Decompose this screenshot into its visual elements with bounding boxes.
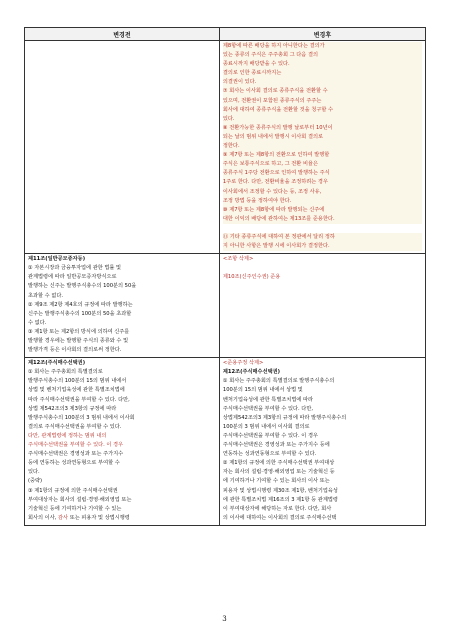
text-line <box>223 264 422 273</box>
text-line: 에 기여하거나 기여할 수 있는 회사의 이사 또는 <box>222 478 330 485</box>
text-line: 주식매수선택권은 경영성과 또는 주가지수 등에 <box>222 442 330 449</box>
text-line: 있다. <box>28 469 40 476</box>
text-line: 따라 주식매수선택권을 부여할 수 있다. 다만, <box>28 396 130 403</box>
text-line: 100분의 15의 범위 내에서 상법 및 <box>222 387 303 394</box>
text-line: ⑦ 회사는 이사회 결의로 종류주식을 전환할 수 <box>223 87 422 96</box>
text-line: 정한다. <box>223 142 422 151</box>
text-line: 발행가격 등은 이사회의 결의로써 정한다. <box>28 347 122 354</box>
text-line: 피용자 및 상법시행령 제30조 제1항, 벤처기업육성 <box>222 487 338 494</box>
text-line: 주식매수선택권을 부여할 수 있다. 이 경우 <box>28 442 124 449</box>
text-line: 상법 및 벤처기업육성에 관한 특별조치법에 <box>28 387 125 394</box>
text-line: 자는 회사의 설립·경영·해외영업 또는 기술혁신 등 <box>222 469 335 476</box>
text-line: 주식은 보통주식으로 하고, 그 전환 비율은 <box>223 160 422 169</box>
text-line: 대한 이익의 배당에 관하여는 제13조를 준용한다. <box>223 215 422 224</box>
text-line: 발행주식총수의 100분의 15의 범위 내에서 <box>28 378 127 385</box>
text-line: 있는 종류의 주식은 주주총회 그 다음 결의 <box>223 51 422 60</box>
text-line: 다만, 관계법령에 정하는 범위 내의 <box>28 432 107 439</box>
header-after: 변경후 <box>219 28 425 41</box>
text-line: 종료시까지 배당받을 수 있다. <box>223 60 422 69</box>
text-line: 조정 방법 등을 정하여야 한다. <box>223 197 422 206</box>
text-line: 발행주식총수의 100분의 3 범위 내에서 이사회 <box>28 414 135 421</box>
text-line: ⑨ 제7항 또는 제8항의 전환으로 인하여 발행할 <box>223 151 422 160</box>
text-line: ② 제1항의 규정에 의한 주식매수선택권 부여대상 <box>222 460 335 467</box>
text-line: 기술혁신 등에 기여하거나 기여할 수 있는 <box>28 505 122 512</box>
text-line: 제12조(주식매수선택권) <box>222 369 280 376</box>
text-line: 상법 제542조의3 제3항의 규정에 따라 <box>28 405 117 412</box>
text-line: 등에 연동하는 성과연동형으로 부여할 수 <box>28 460 120 467</box>
text-line: <조항 삭제> <box>222 256 254 263</box>
text-line: 벤처기업육성에 관한 특별조치법에 따라 <box>222 396 314 403</box>
text-line: <준용주정 삭제> <box>222 360 264 367</box>
text-line: 있다. <box>223 115 422 124</box>
text-line: 종류주식 1주당 전환으로 인하여 발행하는 주식 <box>223 169 422 178</box>
text-line: ② 제9조 제2항 제4호의 규정에 따라 발행하는 <box>28 301 133 308</box>
row2-right-cell <box>219 254 425 358</box>
text-line: 이 부여대상자에 해당하는 자로 한다. 다만, 회사 <box>222 505 332 512</box>
table-row-1 <box>25 41 426 254</box>
text-line: 제10조(신주인수권) 준용 <box>222 274 281 281</box>
row1-right-cell <box>219 41 425 254</box>
comparison-table <box>24 27 426 526</box>
text-line: ① 회사는 주주총회의 특별결의로 발행주식총수의 <box>222 378 335 385</box>
text-line: 주식매수선택권은 경영성과 또는 주가지수 <box>28 451 124 458</box>
text-line: 발행하는 신주는 발행주식총수의 100분의 50을 <box>28 283 137 290</box>
text-line: 지 아니한 사항은 발행 시에 이사회가 결정한다. <box>223 242 422 251</box>
text-line: 제12조(주식매수선택권) <box>28 360 86 367</box>
text-line: 결의로 인한 종료시까지는 <box>223 69 422 78</box>
text-line: ③ 제1항 또는 제2항의 방식에 의하여 신주를 <box>28 328 130 335</box>
header-before: 변경전 <box>25 28 220 41</box>
text-line: 되는 날의 범위 내에서 발행시 이사회 결의로 <box>223 133 422 142</box>
text-line: ① 회사는 주주총회의 특별결의로 <box>28 369 103 376</box>
text-line: 1주로 한다. 다만, 전환비율을 조정하려는 경우 <box>223 178 422 187</box>
text-line <box>223 224 422 233</box>
text-line: ③ 제1항의 규정에 의한 주식매수선택권 <box>28 487 118 494</box>
text-line: 이사회에서 조정할 수 있다는 등, 조정 사유, <box>223 188 422 197</box>
text-line: 수 없다. <box>28 319 47 326</box>
row3-right-cell <box>219 358 425 526</box>
text-line: 연동하는 성과연동형으로 부여할 수 있다. <box>222 451 317 458</box>
text-line: ⑪ 기타 종류주식에 대하여 본 정관에서 달리 정하 <box>223 233 422 242</box>
text-line: 에 관한 특별조치법 제16조의 3 제1항 등 관계법령 <box>222 496 338 503</box>
text-line: 결의로 주식매수선택권을 부여할 수 있다. <box>28 423 122 430</box>
text-line: 제8항에 따른 배당을 하지 아니한다는 결의가 <box>223 42 422 51</box>
text-line: 의 이사에 대하여는 이사회의 결의로 주식매수선택 <box>222 514 337 521</box>
text-line: 회사의 이사, 감사 또는 피용자 및 상법시행령 <box>28 514 130 521</box>
text-line: 의결권이 있다. <box>223 78 422 87</box>
text-line: 부여대상자는 회사의 설립·경영·해외영업 또는 <box>28 496 132 503</box>
text-line: 주식매수선택권을 부여할 수 있다. 이 경우 <box>222 432 318 439</box>
row1-left-cell <box>25 41 220 254</box>
text-line: 발행할 경우에는 발행할 주식의 종류와 수 및 <box>28 338 129 344</box>
text-line: 회사에 대하여 종류주식을 전환할 것을 청구할 수 <box>223 106 422 115</box>
text-line: 초과할 수 없다. <box>28 292 64 299</box>
text-line: 100분의 3 범위 내에서 이사회 결의로 <box>222 423 310 430</box>
text-line: ⑧ 전환가능한 종류주식의 발행 날로부터 10년이 <box>223 124 422 133</box>
text-line: ① 자본시장과 금융투자업에 관한 법률 및 <box>28 265 122 272</box>
text-line: 관계법령에 따라 일반공모증자방식으로 <box>28 274 117 281</box>
text-line: 제11조(일반공모증자등) <box>28 256 86 263</box>
page-number: 3 <box>222 615 227 623</box>
text-line: ⑩ 제7항 또는 제8항에 따라 발행되는 신주에 <box>223 206 422 215</box>
table-row-2 <box>25 254 426 358</box>
text-line: (중략) <box>28 478 43 485</box>
text-line: 상법제542조의3 제3항의 규정에 따라 발행주식총수의 <box>222 414 347 421</box>
text-line: 신주는 발행주식총수의 100분의 50을 초과할 <box>28 310 132 317</box>
row2-left-cell <box>25 254 220 358</box>
row3-left-cell <box>25 358 220 526</box>
table-row-3 <box>25 358 426 526</box>
header-row <box>25 28 426 41</box>
text-line: 있으며, 전환권이 포함된 종류주식의 주주는 <box>223 97 422 106</box>
text-line: 주식매수선택권을 부여할 수 있다. 다만, <box>222 405 313 412</box>
highlighted-text: 감사 <box>58 514 69 521</box>
